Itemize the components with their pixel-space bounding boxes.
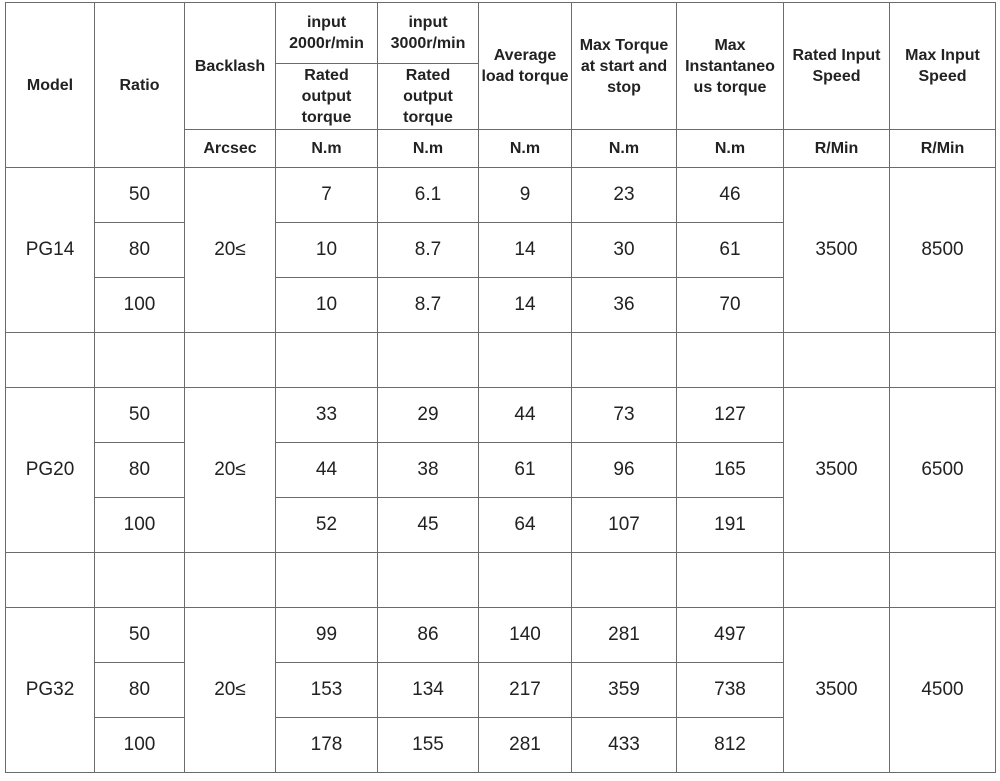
- header-max-input-speed: Max Input Speed: [890, 3, 996, 130]
- rated-torque-2000-cell: 44: [276, 443, 378, 498]
- ratio-cell: 80: [95, 223, 185, 278]
- average-load-torque-cell: 217: [479, 663, 572, 718]
- rated-torque-2000-cell: 33: [276, 388, 378, 443]
- empty-cell: [479, 333, 572, 388]
- unit-rated-torque-2000: N.m: [276, 130, 378, 168]
- rated-input-speed-cell: 3500: [784, 608, 890, 773]
- average-load-torque-cell: 64: [479, 498, 572, 553]
- empty-cell: [378, 333, 479, 388]
- max-instantaneous-torque-cell: 191: [677, 498, 784, 553]
- ratio-cell: 50: [95, 168, 185, 223]
- unit-max-instantaneous-torque: N.m: [677, 130, 784, 168]
- table-row: [6, 168, 996, 223]
- ratio-cell: 100: [95, 718, 185, 773]
- model-cell: PG14: [6, 168, 95, 333]
- empty-cell: [6, 553, 95, 608]
- spacer-row: [6, 333, 996, 388]
- rated-torque-2000-cell: 10: [276, 223, 378, 278]
- rated-torque-2000-cell: 178: [276, 718, 378, 773]
- rated-torque-2000-cell: 10: [276, 278, 378, 333]
- rated-input-speed-cell: 3500: [784, 168, 890, 333]
- rated-torque-3000-cell: 8.7: [378, 223, 479, 278]
- header-ratio: Ratio: [95, 3, 185, 168]
- backlash-cell: 20≤: [185, 168, 276, 333]
- max-torque-start-stop-cell: 96: [572, 443, 677, 498]
- spacer-row: [6, 553, 996, 608]
- max-instantaneous-torque-cell: 46: [677, 168, 784, 223]
- unit-max-torque-start-stop: N.m: [572, 130, 677, 168]
- average-load-torque-cell: 281: [479, 718, 572, 773]
- max-input-speed-cell: 6500: [890, 388, 996, 553]
- ratio-cell: 100: [95, 278, 185, 333]
- ratio-cell: 50: [95, 388, 185, 443]
- empty-cell: [95, 333, 185, 388]
- empty-cell: [677, 553, 784, 608]
- max-instantaneous-torque-cell: 61: [677, 223, 784, 278]
- average-load-torque-cell: 140: [479, 608, 572, 663]
- empty-cell: [95, 553, 185, 608]
- header-rated-torque-3000: Rated output torque: [378, 64, 479, 130]
- unit-backlash: Arcsec: [185, 130, 276, 168]
- rated-torque-3000-cell: 38: [378, 443, 479, 498]
- rated-torque-3000-cell: 86: [378, 608, 479, 663]
- rated-torque-3000-cell: 45: [378, 498, 479, 553]
- gearbox-spec-table: [5, 2, 996, 773]
- header-average-load-torque: Average load torque: [479, 3, 572, 130]
- empty-cell: [185, 553, 276, 608]
- rated-torque-3000-cell: 155: [378, 718, 479, 773]
- table-header: [6, 3, 996, 168]
- max-torque-start-stop-cell: 433: [572, 718, 677, 773]
- table-row: [6, 608, 996, 663]
- header-max-instantaneous-torque: Max Instantaneo us torque: [677, 3, 784, 130]
- model-cell: PG20: [6, 388, 95, 553]
- max-instantaneous-torque-cell: 70: [677, 278, 784, 333]
- rated-torque-3000-cell: 29: [378, 388, 479, 443]
- empty-cell: [677, 333, 784, 388]
- table-row: [6, 388, 996, 443]
- backlash-cell: 20≤: [185, 388, 276, 553]
- header-max-torque-start-stop: Max Torque at start and stop: [572, 3, 677, 130]
- rated-input-speed-cell: 3500: [784, 388, 890, 553]
- average-load-torque-cell: 44: [479, 388, 572, 443]
- max-instantaneous-torque-cell: 497: [677, 608, 784, 663]
- max-torque-start-stop-cell: 359: [572, 663, 677, 718]
- unit-average-load-torque: N.m: [479, 130, 572, 168]
- max-instantaneous-torque-cell: 165: [677, 443, 784, 498]
- max-input-speed-cell: 4500: [890, 608, 996, 773]
- header-input-3000: input 3000r/min: [378, 3, 479, 64]
- rated-torque-2000-cell: 99: [276, 608, 378, 663]
- ratio-cell: 50: [95, 608, 185, 663]
- empty-cell: [276, 553, 378, 608]
- empty-cell: [890, 553, 996, 608]
- rated-torque-3000-cell: 8.7: [378, 278, 479, 333]
- max-torque-start-stop-cell: 107: [572, 498, 677, 553]
- empty-cell: [185, 333, 276, 388]
- empty-cell: [276, 333, 378, 388]
- header-model: Model: [6, 3, 95, 168]
- max-input-speed-cell: 8500: [890, 168, 996, 333]
- model-cell: PG32: [6, 608, 95, 773]
- max-torque-start-stop-cell: 23: [572, 168, 677, 223]
- ratio-cell: 80: [95, 443, 185, 498]
- max-instantaneous-torque-cell: 127: [677, 388, 784, 443]
- empty-cell: [6, 333, 95, 388]
- unit-rated-input-speed: R/Min: [784, 130, 890, 168]
- backlash-cell: 20≤: [185, 608, 276, 773]
- empty-cell: [378, 553, 479, 608]
- max-torque-start-stop-cell: 281: [572, 608, 677, 663]
- max-instantaneous-torque-cell: 738: [677, 663, 784, 718]
- unit-rated-torque-3000: N.m: [378, 130, 479, 168]
- header-rated-input-speed: Rated Input Speed: [784, 3, 890, 130]
- rated-torque-3000-cell: 134: [378, 663, 479, 718]
- empty-cell: [572, 553, 677, 608]
- rated-torque-2000-cell: 52: [276, 498, 378, 553]
- ratio-cell: 80: [95, 663, 185, 718]
- max-torque-start-stop-cell: 30: [572, 223, 677, 278]
- header-backlash: Backlash: [185, 3, 276, 130]
- empty-cell: [479, 553, 572, 608]
- ratio-cell: 100: [95, 498, 185, 553]
- average-load-torque-cell: 9: [479, 168, 572, 223]
- unit-max-input-speed: R/Min: [890, 130, 996, 168]
- empty-cell: [890, 333, 996, 388]
- header-rated-torque-2000: Rated output torque: [276, 64, 378, 130]
- empty-cell: [572, 333, 677, 388]
- rated-torque-3000-cell: 6.1: [378, 168, 479, 223]
- empty-cell: [784, 333, 890, 388]
- max-torque-start-stop-cell: 36: [572, 278, 677, 333]
- average-load-torque-cell: 61: [479, 443, 572, 498]
- rated-torque-2000-cell: 7: [276, 168, 378, 223]
- header-input-2000: input 2000r/min: [276, 3, 378, 64]
- average-load-torque-cell: 14: [479, 278, 572, 333]
- table-body: [6, 168, 996, 773]
- max-instantaneous-torque-cell: 812: [677, 718, 784, 773]
- max-torque-start-stop-cell: 73: [572, 388, 677, 443]
- empty-cell: [784, 553, 890, 608]
- rated-torque-2000-cell: 153: [276, 663, 378, 718]
- average-load-torque-cell: 14: [479, 223, 572, 278]
